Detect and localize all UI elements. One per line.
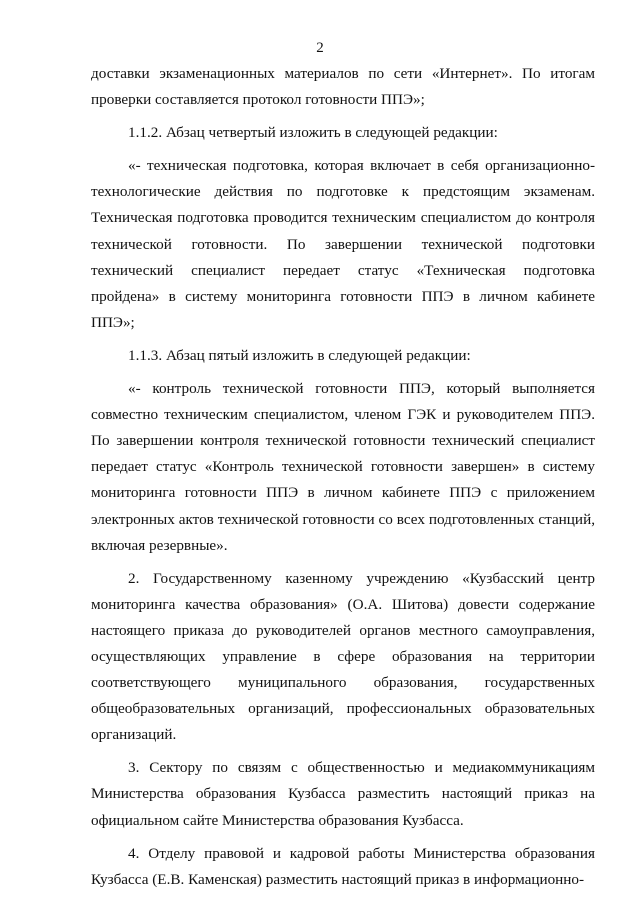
paragraph-clause-1-1-2-heading: 1.1.2. Абзац четвертый изложить в следующей редакции: — [128, 124, 498, 142]
paragraph-item-2: 2. Государственному казенному учреждению «Кузбасский центр мониторинга качества образования» (О.А. Шитова) довести содержание настоящего приказа до руководителей органов местного самоуправления, осуществляющих управление в сфере образования на территории соответствующего муниципального образования, государственных общеобразовательных организаций, профессиональных образовательных организаций. — [91, 569, 595, 744]
paragraph-item-4: 4. Отделу правовой и кадровой работы Министерства образования Кузбасса (Е.В. Каменская) разместить настоящий приказ в информационно- — [91, 844, 595, 888]
paragraph-item-3: 3. Сектору по связям с общественностью и медиакоммуникациям Министерства образования Кузбасса разместить настоящий приказ на официальном сайте Министерства образования Кузбасса. — [91, 759, 595, 829]
page-number: 2 — [316, 40, 324, 56]
paragraph-technical-preparation: «- техническая подготовка, которая включает в себя организационно-технологические действия по подготовке к предстоящим экзаменам. Техническая подготовка проводится техническим специалистом до контроля технической готовности. По завершении технической подготовки технический специалист передает статус «Техническая подготовка пройдена» в систему мониторинга готовности ППЭ в личном кабинете ППЭ»; — [91, 157, 595, 331]
paragraph-clause-1-1-3-heading: 1.1.3. Абзац пятый изложить в следующей редакции: — [128, 346, 471, 364]
document-body — [91, 61, 595, 900]
paragraph-continuation: доставки экзаменационных материалов по сети «Интернет». По итогам проверки составляется протокол готовности ППЭ»; — [91, 65, 595, 109]
paragraph-technical-readiness-control: «- контроль технической готовности ППЭ, который выполняется совместно техническим специалистом, членом ГЭК и руководителем ППЭ. По завершении контроля технической готовности технический специалист передает статус «Контроль технической готовности завершен» в систему мониторинга готовности ППЭ в личном кабинете ППЭ с приложением электронных актов технической готовности со всех подготовленных станций, включая резервные». — [91, 380, 595, 554]
